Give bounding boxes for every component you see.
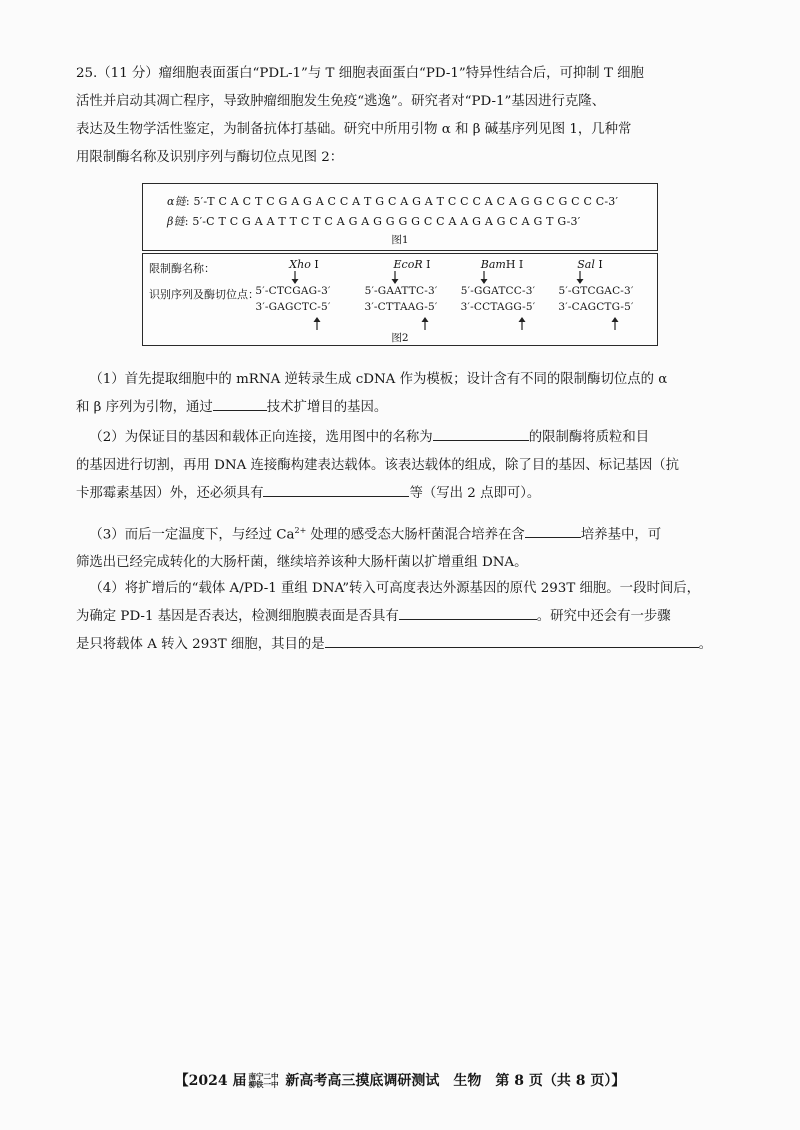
intro-line-3: 表达及生物学活性鉴定，为制备抗体打基础。研究中所用引物 α 和 β 碱基序列见图 1，几种常 (76, 122, 632, 137)
page-footer: 【2024 届 南宁二中 柳铁一中 新高考高三摸底调研测试 生物 第 8 页（共 8 页）】 (174, 1072, 626, 1089)
q3-line-1: （3）而后一定温度下，与经过 $Ca^{2+}$ 处理的感受态大肠杆菌混合培养在含 培养基中，可 (76, 517, 728, 549)
enzyme-bamhi-top-strand: 5′-GGATCC-3′ (460, 285, 536, 297)
cut-site-top-arrow (479, 271, 489, 285)
question-score: （11 分） (97, 66, 159, 81)
enzyme-xhoi-top-strand: 5′-CTCGAG-3′ (255, 285, 331, 297)
sub-question-3 (76, 517, 728, 577)
school-names: 南宁二中 柳铁一中 (248, 1072, 279, 1089)
enzyme-ecori-bottom-strand: 3′-CTTAAG-5′ (364, 301, 438, 313)
q1-line-2: 和 β 序列为引物，通过 技术扩增目的基因。 (76, 394, 728, 422)
intro-line-1: 25.（11 分）瘤细胞表面蛋白“PDL-1”与 T 细胞表面蛋白“PD-1”特异性结合后，可抑制 T 细胞 (76, 66, 644, 81)
answer-blank-2[interactable] (433, 425, 529, 441)
beta-primer: β链: 5′-C T C G A A T T C T C A G A G G G G C C A A G A G C A G T G-3′ (167, 215, 581, 228)
figure-1-caption: 图1 (391, 234, 409, 246)
enzyme-xhoi-bottom-strand: 3′-GAGCTC-5′ (255, 301, 331, 313)
q4-line-1: （4）将扩增后的“载体 A/PD-1 重组 DNA”转入可高度表达外源基因的原代 293T 细胞。一段时间后， (89, 581, 701, 596)
sub-question-4 (76, 575, 728, 659)
answer-blank-5[interactable] (399, 604, 537, 620)
q3-line-2: 筛选出已经完成转化的大肠杆菌，继续培养该种大肠杆菌以扩增重组 DNA。 (76, 555, 528, 571)
intro-line-4: 用限制酶名称及识别序列与酶切位点见图 2： (76, 150, 344, 165)
q2-line-1: （2）为保证目的基因和载体正向连接，选用图中的名称为 的限制酶将质粒和目 (76, 424, 728, 452)
enzyme-sali-name: Sal I (577, 258, 603, 271)
q4-line-3: 是只将载体 A 转入 293T 细胞，其目的是 。 (76, 631, 728, 659)
answer-blank-6[interactable] (325, 632, 699, 648)
cut-site-bottom-arrow (517, 316, 527, 330)
sub-question-1 (76, 366, 728, 422)
enzyme-ecori-name: EcoR I (393, 258, 431, 271)
enzyme-ecori-top-strand: 5′-GAATTC-3′ (364, 285, 438, 297)
cut-site-top-arrow (575, 271, 585, 285)
figure-2-enzymes (142, 253, 658, 346)
q4-line-2: 为确定 PD-1 基因是否表达，检测细胞膜表面是否具有 。研究中还会有一步骤 (76, 603, 728, 631)
cut-site-bottom-arrow (420, 316, 430, 330)
enzyme-sali-top-strand: 5′-GTCGAC-3′ (558, 285, 634, 297)
cut-site-bottom-arrow (610, 316, 620, 330)
enzyme-sali-bottom-strand: 3′-CAGCTG-5′ (558, 301, 634, 313)
q2-line-3: 卡那霉素基因）外，还必须具有 等（写出 2 点即可）。 (76, 480, 728, 508)
question-intro (76, 60, 728, 172)
sub-question-2 (76, 424, 728, 508)
answer-blank-1[interactable] (213, 395, 267, 411)
q1-line-1: （1）首先提取细胞中的 mRNA 逆转录生成 cDNA 作为模板；设计含有不同的限制酶切位点的 α (89, 372, 668, 387)
enzyme-bamhi-bottom-strand: 3′-CCTAGG-5′ (460, 301, 536, 313)
answer-blank-4[interactable] (525, 522, 581, 538)
site-label: 识别序列及酶切位点： (149, 288, 259, 301)
enzyme-name-label: 限制酶名称： (149, 262, 215, 275)
cut-site-top-arrow (390, 271, 400, 285)
cut-site-bottom-arrow (312, 316, 322, 330)
answer-blank-3[interactable] (263, 481, 409, 497)
intro-line-2: 活性并启动其凋亡程序，导致肿瘤细胞发生免疫“逃逸”。研究者对“PD-1”基因进行克隆、 (76, 94, 606, 109)
enzyme-xhoi-name: Xho I (289, 258, 319, 271)
q2-line-2: 的基因进行切割，再用 DNA 连接酶构建表达载体。该表达载体的组成，除了目的基因、标记基因（抗 (76, 458, 680, 473)
alpha-primer: α链: 5′-T C A C T C G A G A C C A T G C A G A T C C C A C A G G C G C C C-3′ (167, 195, 619, 208)
figure-2-caption: 图2 (391, 332, 409, 344)
question-number: 25. (76, 66, 98, 81)
enzyme-bamhi-name: BamH I (480, 258, 524, 271)
figure-1-primers (142, 183, 658, 251)
cut-site-top-arrow (290, 271, 300, 285)
